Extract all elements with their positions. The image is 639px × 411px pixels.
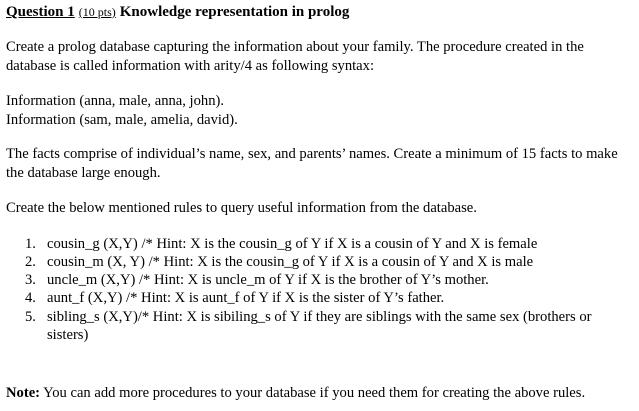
rule-text: cousin_m (X, Y) /* Hint: X is the cousin_g of Y if X is a cousin of Y and X is male: [47, 253, 534, 270]
question-title: Knowledge representation in prolog: [119, 4, 350, 20]
question-points: (10 pts): [78, 5, 116, 19]
example-block: [6, 92, 633, 129]
rule-item: [25, 271, 633, 289]
example-line: Information (anna, male, anna, john).: [6, 93, 225, 109]
rule-text: cousin_g (X,Y) /* Hint: X is the cousin_g of Y if X is a cousin of Y and X is female: [47, 235, 538, 252]
rule-number: 3.: [25, 272, 36, 289]
rule-number: 5.: [25, 308, 36, 325]
facts-paragraph: The facts comprise of individual’s name, sex, and parents’ names. Create a minimum of 15 facts to make the database large enough.: [6, 146, 618, 181]
rule-number: 4.: [25, 290, 36, 307]
rule-item: [25, 289, 633, 307]
rule-text: uncle_m (X,Y) /* Hint: X is uncle_m of Y if X is the brother of Y’s mother.: [47, 272, 489, 289]
note-text: You can add more procedures to your database if you need them for creating the above rules.: [40, 385, 586, 401]
note-paragraph: [6, 384, 585, 403]
intro-paragraph: Create a prolog database capturing the information about your family. The procedure created in the database is called information with arity/4 as following syntax:: [6, 39, 584, 74]
rule-item: [25, 253, 633, 271]
example-line: Information (sam, male, amelia, david).: [6, 111, 238, 128]
rule-text: sibling_s (X,Y)/* Hint: X is sibiling_s of Y if they are siblings with the same sex (brothers or sisters): [47, 308, 592, 343]
rule-item: [25, 308, 633, 345]
rules-list: [6, 235, 633, 345]
question-heading: [6, 2, 633, 22]
rule-number: 2.: [25, 253, 36, 270]
rule-text: aunt_f (X,Y) /* Hint: X is aunt_f of Y if X is the sister of Y’s father.: [47, 290, 445, 307]
rule-item: [25, 235, 633, 253]
note-label: Note:: [6, 385, 41, 401]
rule-number: 1.: [25, 235, 36, 252]
question-label: Question 1: [6, 4, 75, 20]
rules-intro: Create the below mentioned rules to query useful information from the database.: [6, 200, 477, 216]
